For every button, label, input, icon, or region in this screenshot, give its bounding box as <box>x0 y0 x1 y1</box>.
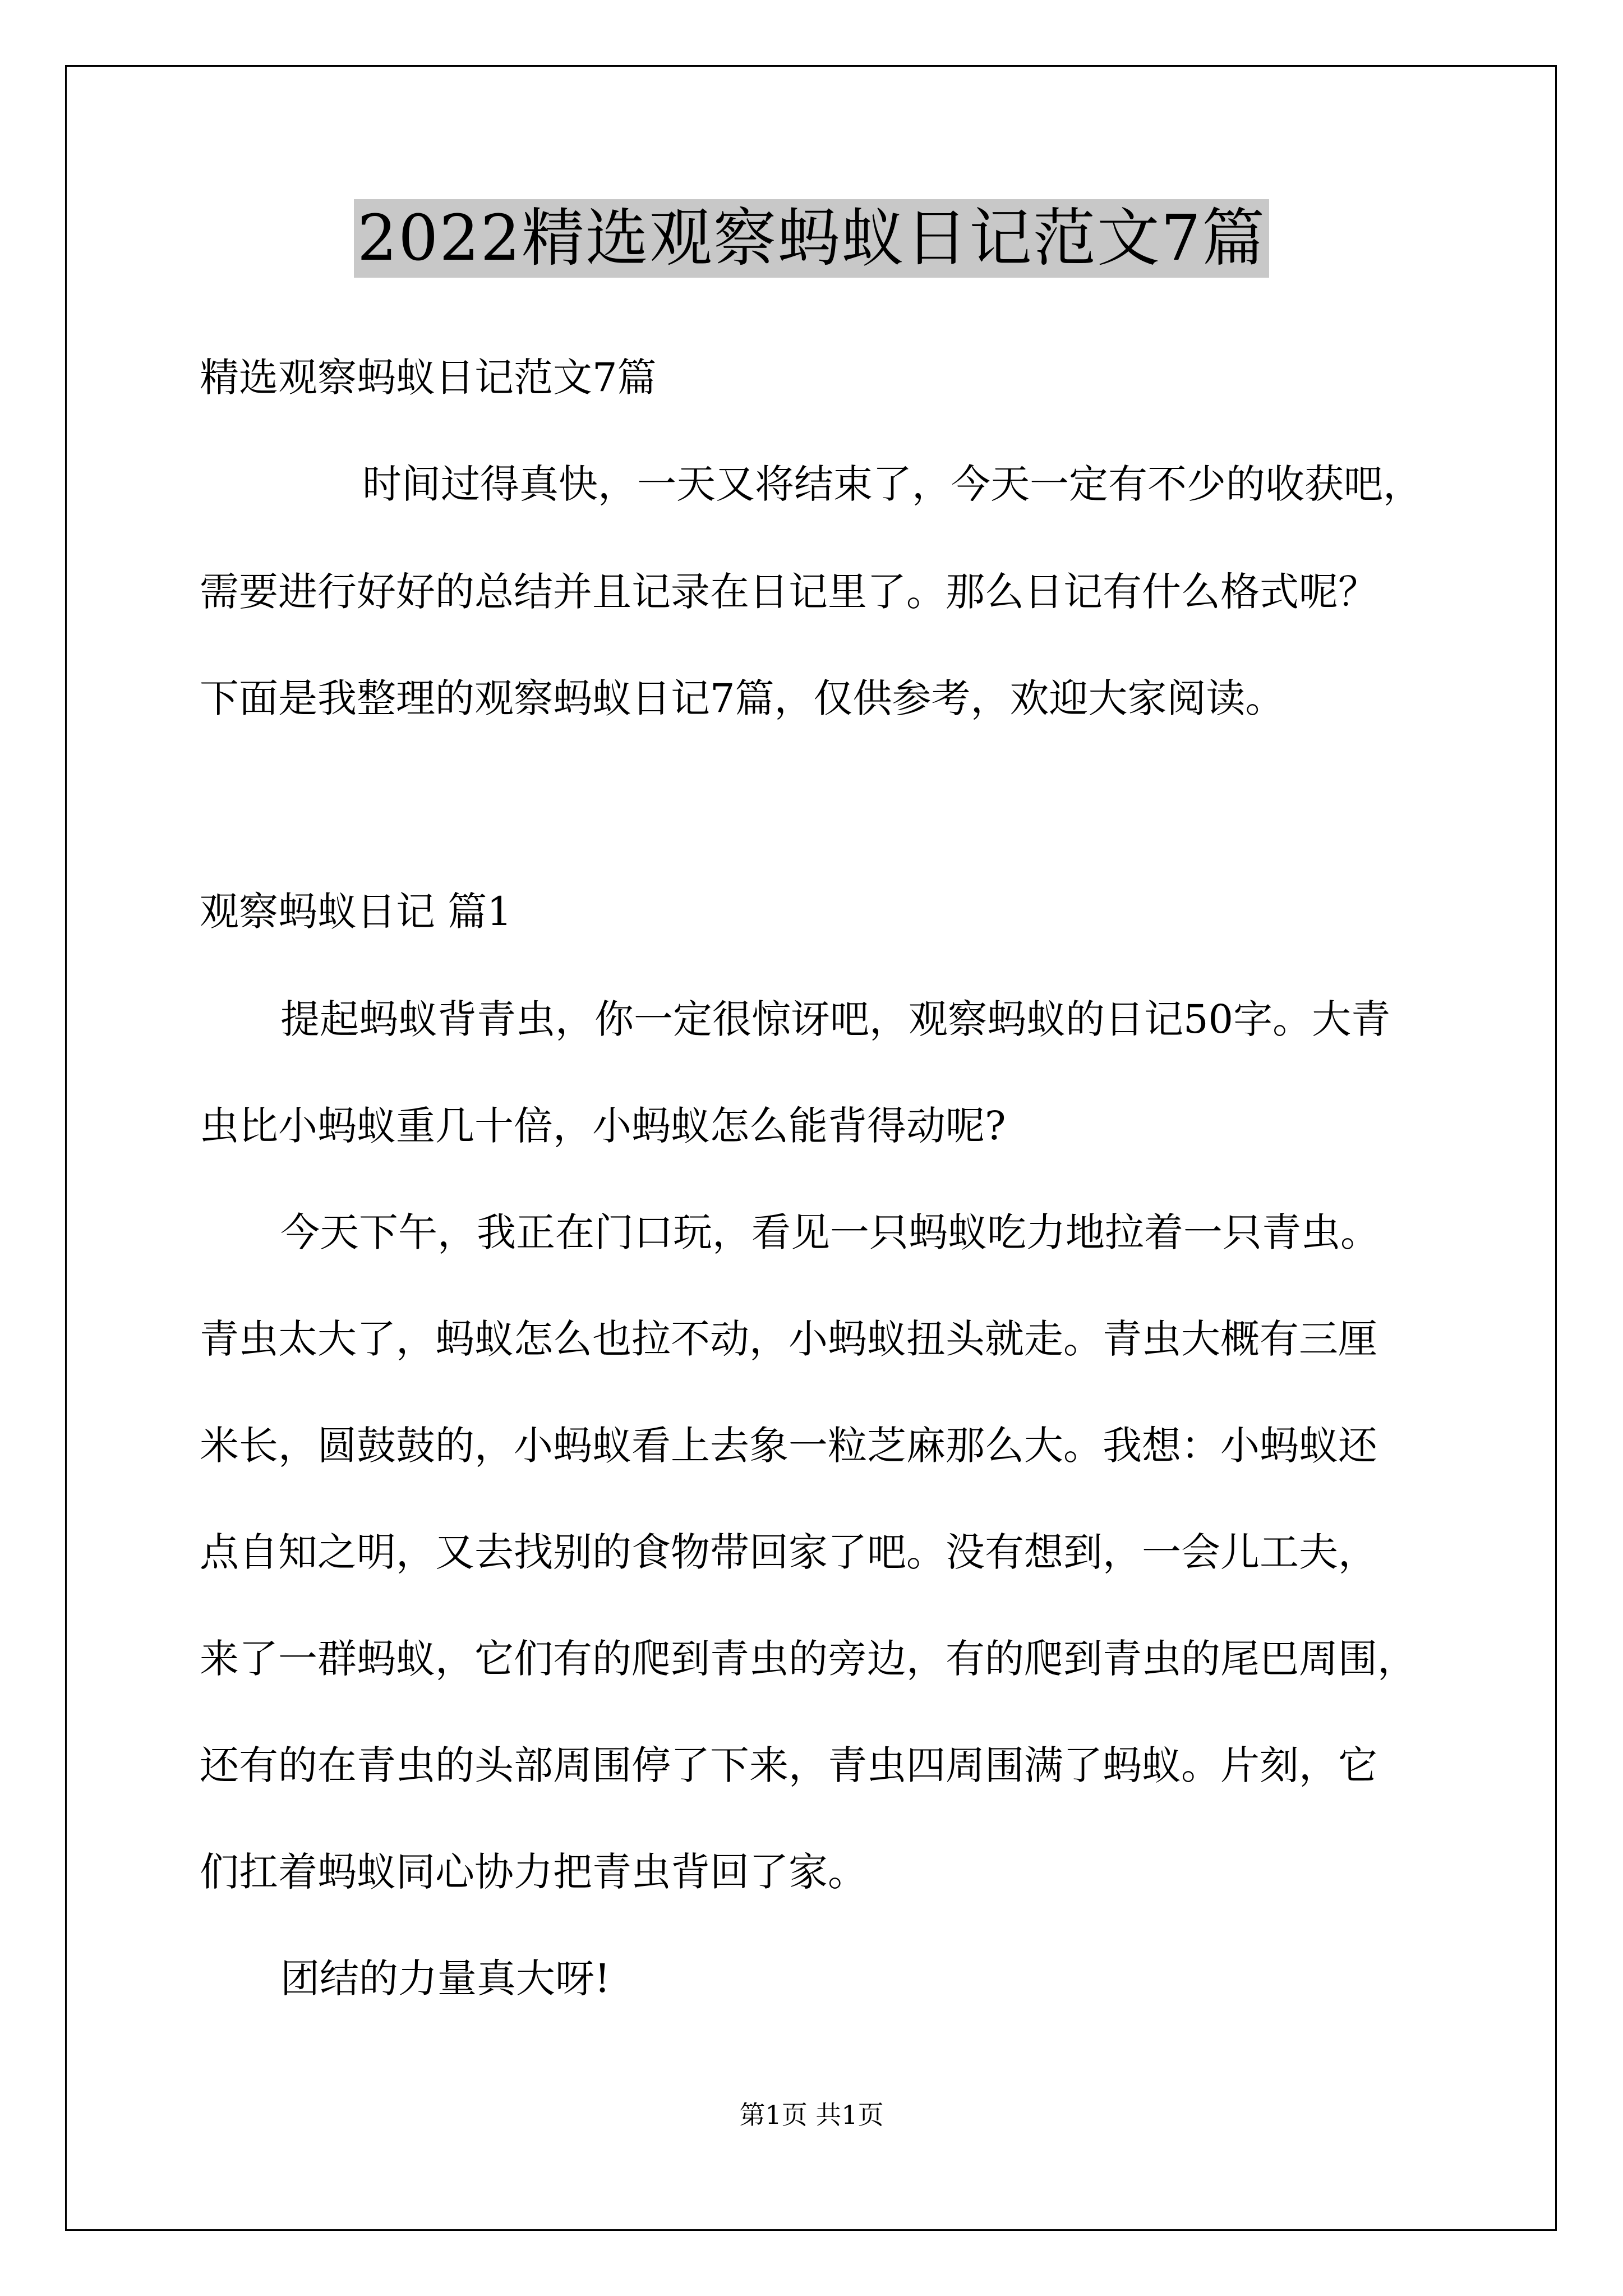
paragraph-line: 点自知之明，又去找别的食物带回家了吧。没有想到，一会儿工夫， <box>200 1529 1377 1575</box>
paragraph-line: 还有的在青虫的头部周围停了下来，青虫四周围满了蚂蚁。片刻，它 <box>200 1742 1377 1788</box>
intro-line: 时间过得真快，一天又将结束了，今天一定有不少的收获吧， <box>362 461 1422 507</box>
page-footer: 第1页 共1页 <box>739 2100 884 2130</box>
paragraph-line: 们扛着蚂蚁同心协力把青虫背回了家。 <box>200 1849 867 1895</box>
paragraph-line: 团结的力量真大呀! <box>280 1955 611 2001</box>
intro-line: 下面是我整理的观察蚂蚁日记7篇，仅供参考，欢迎大家阅读。 <box>200 675 1285 721</box>
document-subtitle: 精选观察蚂蚁日记范文7篇 <box>200 355 657 401</box>
section-heading: 观察蚂蚁日记 篇1 <box>200 889 512 935</box>
paragraph-line: 提起蚂蚁背青虫，你一定很惊讶吧，观察蚂蚁的日记50字。大青 <box>280 996 1391 1042</box>
paragraph-line: 米长，圆鼓鼓的，小蚂蚁看上去象一粒芝麻那么大。我想：小蚂蚁还 <box>200 1423 1377 1469</box>
intro-line: 需要进行好好的总结并且记录在日记里了。那么日记有什么格式呢？ <box>200 569 1377 615</box>
paragraph-line: 虫比小蚂蚁重几十倍，小蚂蚁怎么能背得动呢? <box>200 1103 1006 1149</box>
title-container <box>0 199 1623 278</box>
paragraph-line: 来了一群蚂蚁，它们有的爬到青虫的旁边，有的爬到青虫的尾巴周围， <box>200 1636 1417 1682</box>
paragraph-line: 青虫太大了，蚂蚁怎么也拉不动，小蚂蚁扭头就走。青虫大概有三厘 <box>200 1316 1377 1362</box>
document-title: 2022精选观察蚂蚁日记范文7篇 <box>354 199 1269 278</box>
paragraph-line: 今天下午，我正在门口玩，看见一只蚂蚁吃力地拉着一只青虫。 <box>280 1209 1380 1255</box>
